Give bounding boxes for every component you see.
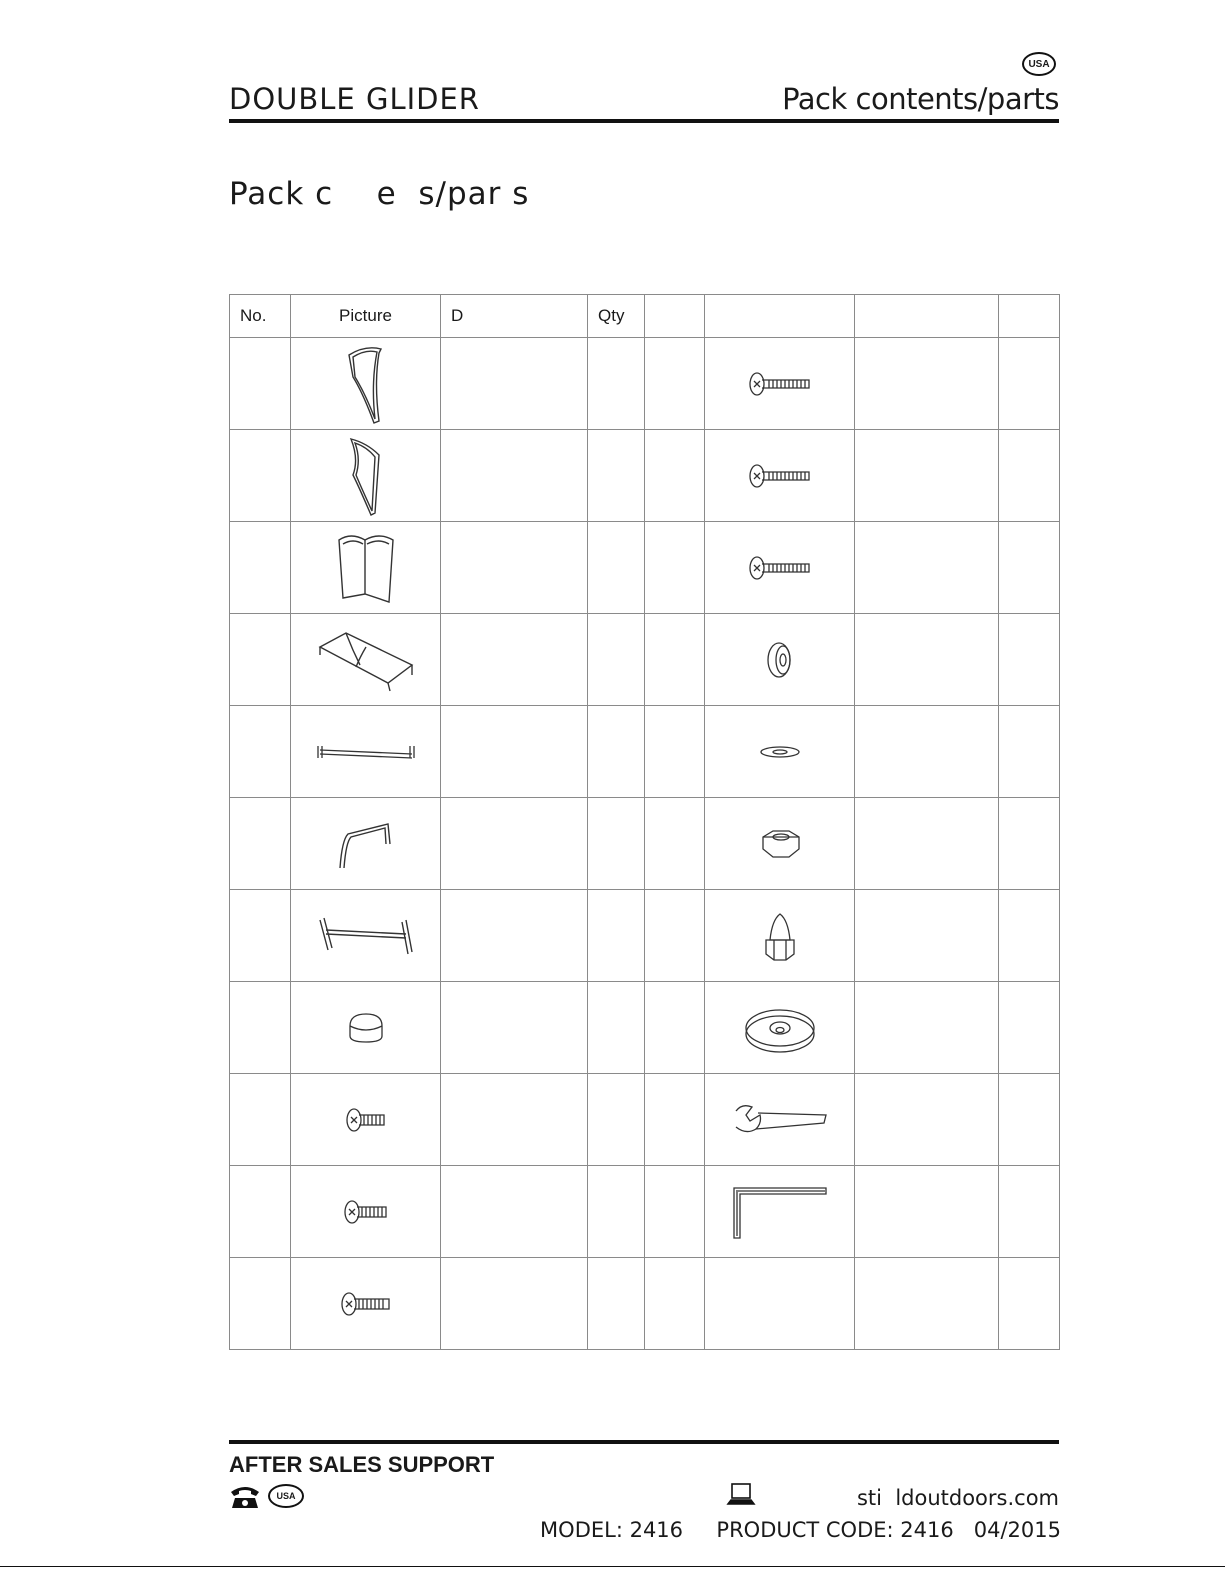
product-name: DOUBLE GLIDER (229, 82, 480, 116)
header-rule (229, 119, 1059, 123)
website-link[interactable]: sti ldoutdoors.com (856, 1486, 1059, 1510)
table-row (230, 798, 1060, 890)
cap-nut-icon (760, 910, 800, 962)
wrench-icon (732, 1101, 828, 1139)
table-row (230, 982, 1060, 1074)
foot-pad-icon (742, 998, 818, 1058)
col-qty-header: Qty (588, 295, 645, 338)
page-title: Pack c e s/par s (229, 176, 530, 212)
table-row (230, 1258, 1060, 1350)
support-title: AFTER SALES SUPPORT (229, 1452, 495, 1477)
usa-badge-footer: USA (268, 1484, 304, 1508)
phone-icon (229, 1484, 261, 1510)
bolt-icon (342, 1197, 390, 1227)
base-bar-icon (316, 914, 416, 958)
col-picture2-header (705, 295, 855, 338)
table-row (230, 1166, 1060, 1258)
hex-nut-icon (755, 827, 805, 861)
col-picture-header: Picture (291, 295, 441, 338)
washer-icon (758, 744, 802, 760)
backrest-panel-icon (335, 530, 397, 606)
seat-panel-icon (316, 625, 416, 695)
bolt-icon (344, 1105, 388, 1135)
long-bolt-icon (747, 369, 813, 399)
table-header-row (230, 295, 1060, 338)
col-description2-header (855, 295, 999, 338)
cap-icon (346, 1012, 386, 1044)
spacer-icon (765, 640, 795, 680)
allen-key-icon (730, 1184, 830, 1240)
parts-table (229, 294, 1060, 1350)
frame-panel-icon (341, 343, 391, 425)
table-row (230, 890, 1060, 982)
col-qty2-header (999, 295, 1060, 338)
model-product-code: MODEL: 2416 PRODUCT CODE: 2416 04/2015 (540, 1518, 1061, 1542)
table-row (230, 430, 1060, 522)
table-row (230, 1074, 1060, 1166)
laptop-icon (726, 1482, 756, 1508)
table-row (230, 522, 1060, 614)
frame-panel-icon (341, 435, 391, 517)
table-row (230, 614, 1060, 706)
table-row (230, 706, 1060, 798)
section-title: Pack contents/parts (782, 82, 1059, 116)
long-bolt-icon (747, 461, 813, 491)
col-no2-header (645, 295, 705, 338)
footer-rule (229, 1440, 1059, 1444)
col-description-header: D (441, 295, 588, 338)
col-no-header: No. (230, 295, 291, 338)
bottom-rule (0, 1566, 1225, 1567)
table-row (230, 338, 1060, 430)
long-bolt-icon (747, 553, 813, 583)
armrest-icon (336, 816, 396, 872)
usa-badge: USA (1022, 52, 1056, 76)
crossbar-icon (312, 740, 420, 764)
bolt-icon (339, 1289, 393, 1319)
